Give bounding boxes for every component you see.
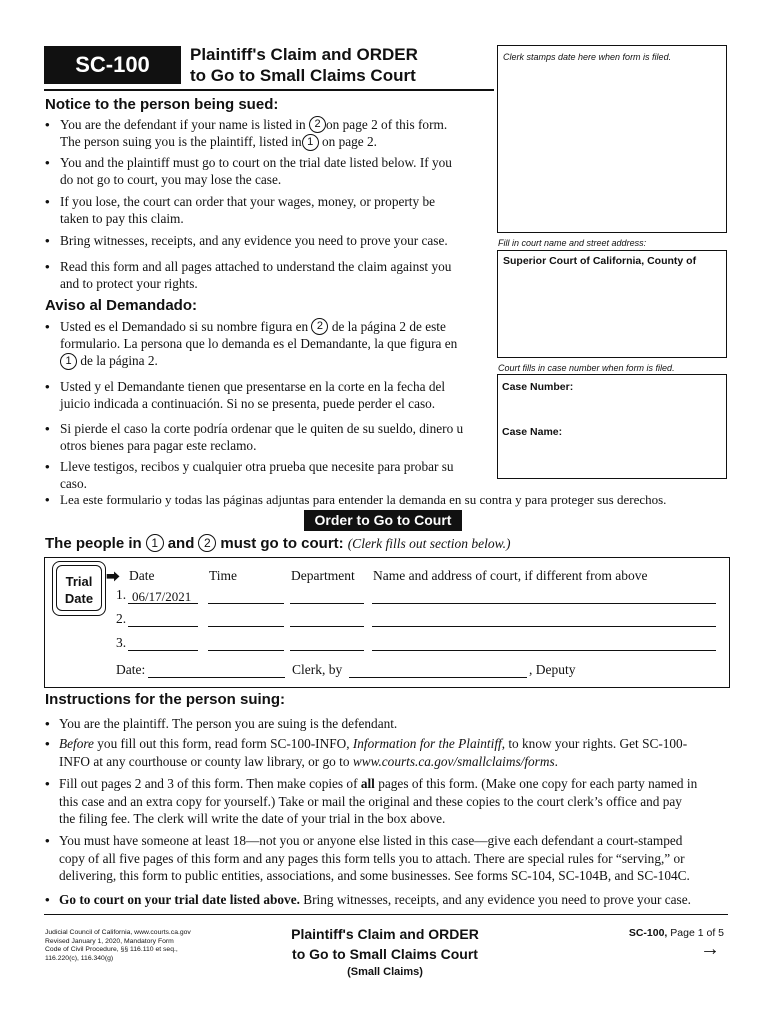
clerk-stamp-note: Clerk stamps date here when form is filed. [503, 52, 672, 62]
notice-heading: Notice to the person being sued: [45, 96, 279, 113]
form-title [190, 44, 418, 86]
row-3-department-field[interactable] [290, 650, 364, 651]
row-2-date-field[interactable] [128, 626, 198, 627]
party-2-circle-icon: 2 [198, 534, 216, 552]
aviso-bullet-2: • Usted y el Demandante tienen que presentarse en la corte en la fecha del juicio indicada a continuación. Si no se presenta, puede perder el caso. [45, 379, 446, 411]
party-2-circle-icon: 2 [309, 116, 326, 133]
row-1-date-value[interactable]: 06/17/2021 [132, 589, 192, 604]
row-2-department-field[interactable] [290, 626, 364, 627]
trial-date-badge [56, 565, 102, 611]
date-label: Date [64, 591, 94, 606]
instruction-2: • Before you fill out this form, read form SC-100-INFO, Information for the Plaintiff, to know your rights. Get SC-100- INFO at any courthouse or county law library, or go to www.courts.ca.gov/smallclaims/forms. [45, 736, 688, 769]
col-date-header: Date [129, 568, 155, 583]
form-number-badge: SC-100 [44, 46, 181, 84]
col-address-header: Name and address of court, if different from above [373, 568, 648, 583]
party-1-circle-icon: 1 [60, 353, 77, 370]
col-time-header: Time [209, 568, 238, 583]
row-1-date-field[interactable] [128, 603, 198, 604]
clerk-stamp-box [497, 45, 727, 233]
order-section-bar: Order to Go to Court [304, 510, 462, 531]
row-1-department-field[interactable] [290, 603, 364, 604]
case-info-box[interactable] [497, 374, 727, 479]
header-divider [44, 89, 494, 91]
row-3-date-field[interactable] [128, 650, 198, 651]
case-number-note: Court fills in case number when form is filed. [498, 363, 675, 373]
party-1-circle-icon: 1 [302, 134, 319, 151]
people-must-go-line: The people in 1 and 2 must go to court: (Clerk fills out section below.) [45, 535, 511, 552]
footer-legal-info: Judicial Council of California, www.courts.ca.gov Revised January 1, 2020, Mandatory Form Code of Civil Procedure, §§ 116.110 et seq., 116.220(c), 116.340(g) [45, 929, 191, 962]
clerk-date-field[interactable] [148, 677, 285, 678]
notice-bullet-1: • You are the defendant if your name is listed in 2 on page 2 of this form. The person suing you is the plaintiff, listed in 1 on page 2. [45, 117, 448, 150]
row-1-number: 1. [116, 587, 127, 602]
case-name-label: Case Name: [502, 426, 563, 438]
row-3-number: 3. [116, 635, 127, 650]
row-3-time-field[interactable] [208, 650, 284, 651]
party-1-circle-icon: 1 [146, 534, 164, 552]
court-name-label: Superior Court of California, County of [503, 255, 697, 267]
instruction-1: • You are the plaintiff. The person you are suing is the defendant. [45, 716, 398, 731]
notice-bullet-5: • Read this form and all pages attached to understand the claim against you and to protect your rights. [45, 259, 452, 291]
aviso-bullet-5: • Lea este formulario y todas las páginas adjuntas para entender la demanda en su contra y para proteger sus derechos. [45, 492, 667, 507]
form-title-line1: Plaintiff's Claim and ORDER [190, 45, 418, 64]
row-1-address-field[interactable] [372, 603, 716, 604]
col-department-header: Department [291, 568, 355, 583]
form-title-line2: to Go to Small Claims Court [190, 66, 416, 85]
instruction-4: • You must have someone at least 18—not you or anyone else listed in this case—give each defendant a court-stamped copy of all five pages of this form and any pages this form tells you to attach. There are special rules for “serving,” or delivering, this form to public entities, associations, and some businesses. See forms SC-104, SC-104B, and SC-104C. [45, 833, 690, 883]
notice-bullet-3: • If you lose, the court can order that your wages, money, or property be taken to pay this claim. [45, 194, 436, 226]
aviso-bullet-3: • Si pierde el caso la corte podría ordenar que le quiten de su sueldo, dinero u otros bienes para pagar este reclamo. [45, 421, 464, 453]
footer-title: Plaintiff's Claim and ORDER to Go to Small Claims Court (Small Claims) [291, 926, 479, 978]
court-name-note: Fill in court name and street address: [498, 238, 647, 248]
row-2-number: 2. [116, 611, 127, 626]
courts-forms-link[interactable]: www.courts.ca.gov/smallclaims/forms [352, 753, 555, 769]
court-name-box[interactable] [497, 250, 727, 358]
deputy-label: , Deputy [529, 662, 576, 677]
instruction-5: • Go to court on your trial date listed above. Bring witnesses, receipts, and any evidence you need to prove your case. [45, 892, 691, 907]
aviso-bullet-1: • Usted es el Demandado si su nombre figura en 2 de la página 2 de este formulario. La persona que lo demanda es el Demandante, la que figura en 1 de la página 2. [45, 319, 458, 369]
clerk-date-label: Date: [116, 662, 146, 677]
instruction-3: • Fill out pages 2 and 3 of this form. Then make copies of all pages of this form. (Make one copy for each party named in this case and an extra copy for yourself.) Take or mail the original and these copies to the court clerk’s office and pay the filing fee. The clerk will write the date of your trial in the box above. [45, 776, 698, 826]
trial-label: Trial [65, 574, 93, 589]
row-1-time-field[interactable] [208, 603, 284, 604]
aviso-heading: Aviso al Demandado: [45, 297, 197, 314]
row-2-time-field[interactable] [208, 626, 284, 627]
notice-bullet-2: • You and the plaintiff must go to court on the trial date listed below. If you do not go to court, you may lose the case. [45, 155, 452, 187]
arrow-right-icon: ⮕ [106, 569, 120, 585]
row-2-address-field[interactable] [372, 626, 716, 627]
notice-bullet-4: • Bring witnesses, receipts, and any evidence you need to prove your case. [45, 233, 448, 248]
page-indicator: SC-100, Page 1 of 5 [628, 927, 724, 939]
aviso-bullet-4: • Lleve testigos, recibos y cualquier otra prueba que necesite para probar su caso. [45, 459, 454, 491]
footer-divider [44, 914, 728, 915]
case-number-label: Case Number: [502, 381, 574, 393]
row-3-address-field[interactable] [372, 650, 716, 651]
next-page-arrow-icon: → [700, 938, 720, 960]
clerk-signature-field[interactable] [349, 677, 527, 678]
instructions-heading: Instructions for the person suing: [45, 691, 286, 708]
party-2-circle-icon: 2 [311, 318, 328, 335]
clerk-by-label: Clerk, by [292, 662, 343, 677]
